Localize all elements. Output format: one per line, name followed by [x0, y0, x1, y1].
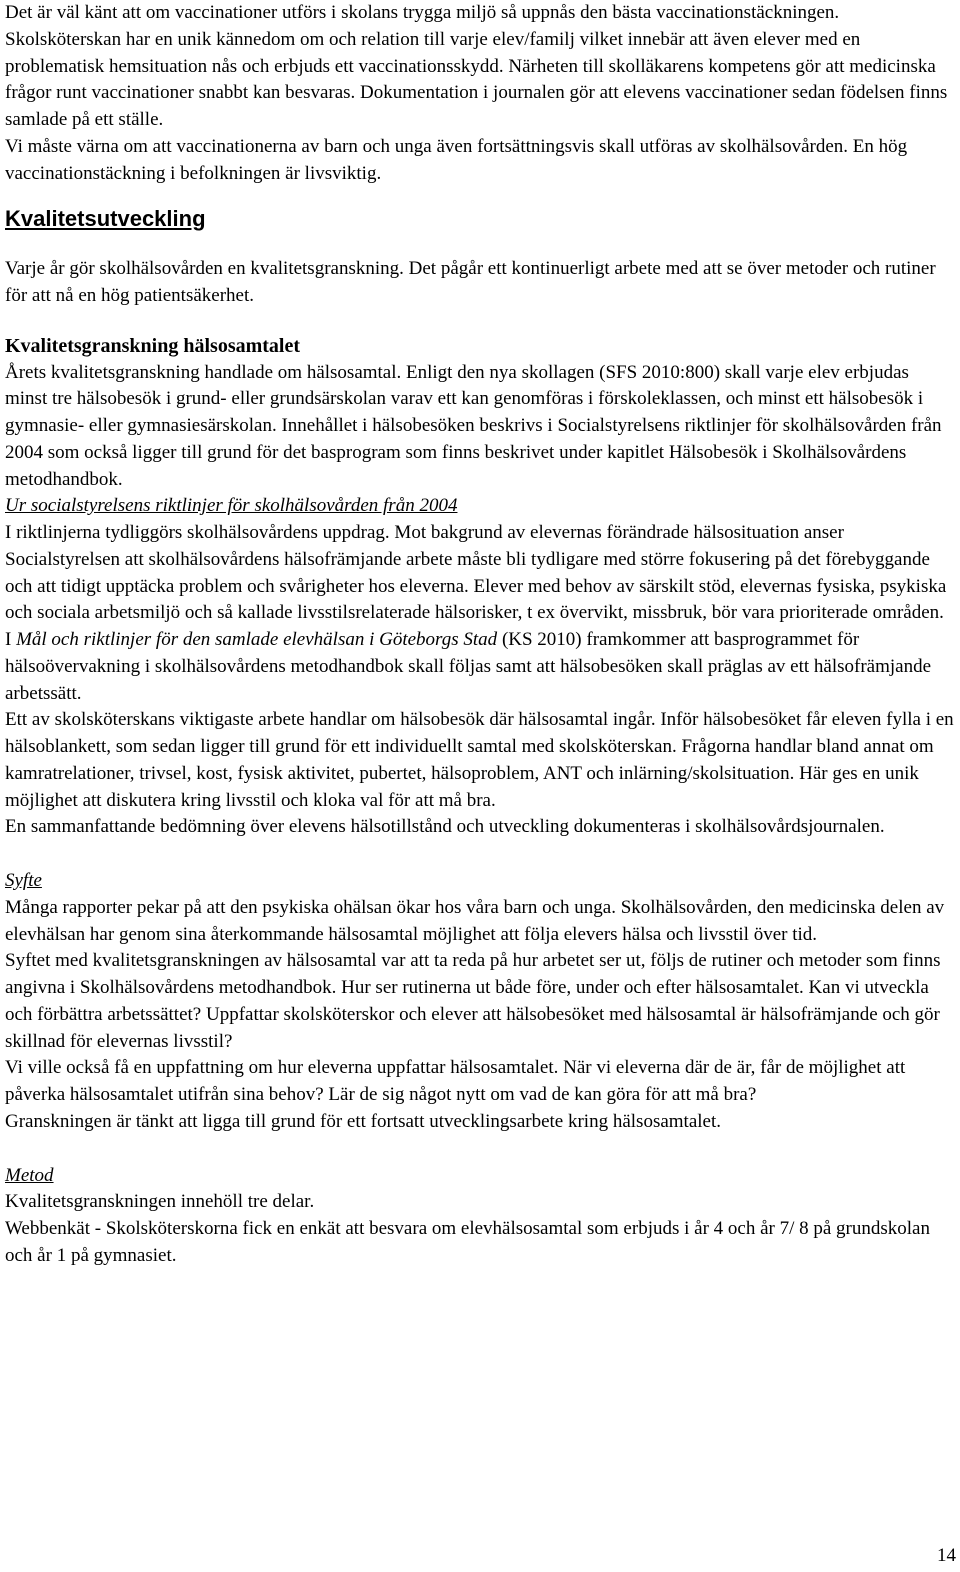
- metod-paragraph-1: Kvalitetsgranskningen innehöll tre delar.: [5, 1191, 315, 1213]
- spacer: [5, 187, 955, 205]
- spacer: [5, 310, 955, 333]
- syfte-paragraph-2: Syftet med kvalitetsgranskningen av hälsosamtal var att ta reda på hur arbetet ser ut, följs de rutiner och metoder som finns angivna i Skolhälsovårdens metodhandbok. Hur ser rutinerna ut både före, under och efter hälsosamtalet. Kan vi utveckla och förbättra arbetssättet? Uppfattar skolsköterskor och elever att hälsobesöket med hälsosamtal är hälsofrämjande och gör skillnad för elevernas livsstil?: [5, 950, 941, 1052]
- syfte-paragraph-1: Många rapporter pekar på att den psykiska ohälsan ökar hos våra barn och unga. Skolhälsovården, den medicinska delen av elevhälsan har genom sina återkommande hälsosamtal möjlighet att följa elevers hälsa och livsstil över tid.: [5, 896, 945, 945]
- section-heading-kvalitetsgranskning: Kvalitetsgranskning hälsosamtalet: [5, 334, 301, 357]
- granskning-paragraph-4: Ett av skolsköterskans viktigaste arbete handlar om hälsobesök där hälsosamtal ingår. Inför hälsobesöket får eleven fylla i en hälsoblankett, som sedan ligger till grund för ett individuellt samtal med skolsköterskan. Frågorna handlar bland annat om kamratrelationer, trivsel, kost, fysisk aktivitet, pubertet, hälsoproblem, ANT och inlärning/skolsituation. Här ges en unik möjlighet att diskutera kring livsstil och kloka val för att må bra.: [5, 709, 954, 811]
- section-heading-syfte: Syfte: [5, 870, 42, 891]
- document-page: [5, 0, 955, 1270]
- kvalitet-paragraph-1: Varje år gör skolhälsovården en kvalitetsgranskning. Det pågår ett kontinuerligt arbete med att se över metoder och rutiner för att nå en hög patientsäkerhet.: [5, 258, 936, 306]
- page-number: 14: [937, 1545, 956, 1566]
- spacer: [5, 233, 955, 256]
- spacer: [5, 841, 955, 868]
- reference-heading-socialstyrelsen: Ur socialstyrelsens riktlinjer för skolhälsovården från 2004: [5, 495, 458, 517]
- spacer: [5, 1136, 955, 1163]
- p3-prefix: I: [5, 629, 17, 650]
- granskning-paragraph-1: Årets kvalitetsgranskning handlade om hälsosamtal. Enligt den nya skollagen (SFS 2010:800) skall varje elev erbjudas minst tre hälsobesök i grund- eller grundsärskolan varav ett kan genomföras i förskoleklassen, och minst ett hälsobesök i gymnasie- eller gymnasiesärskolan. Innehållet i hälsobesöken beskrivs i Socialstyrelsens riktlinjer för skolhälsovården från 2004 som också ligger till grund för det basprogram som finns beskrivet under kapitlet Hälsobesök i Skolhälsovårdens metodhandbok.: [5, 361, 942, 490]
- granskning-paragraph-3: [5, 627, 955, 707]
- section-heading-metod: Metod: [5, 1164, 54, 1186]
- syfte-paragraph-3: Vi ville också få en uppfattning om hur eleverna uppfattar hälsosamtalet. När vi eleverna där de är, får de möjlighet att påverka hälsosamtalet utifrån sina behov? Lär de sig något nytt om vad de kan göra för att må bra?: [5, 1057, 906, 1105]
- p3-suffix: (KS 2010) framkommer att basprogrammet för hälsoövervakning i skolhälsovårdens metodhandbok skall följas samt att hälsobesöken skall präglas av ett hälsofrämjande arbetssätt.: [5, 629, 932, 704]
- vaccination-paragraph-2: Vi måste värna om att vaccinationerna av barn och unga även fortsättningsvis skall utföras av skolhälsovården. En hög vaccinationstäckning i befolkningen är livsviktig.: [5, 135, 908, 184]
- p3-document-title: Mål och riktlinjer för den samlade elevhälsan i Göteborgs Stad: [16, 629, 498, 650]
- metod-paragraph-2: Webbenkät - Skolsköterskorna fick en enkät att besvara om elevhälsosamtal som erbjuds i år 4 och år 7/ 8 på grundskolan och år 1 på gymnasiet.: [5, 1218, 930, 1266]
- granskning-paragraph-2: I riktlinjerna tydliggörs skolhälsovårdens uppdrag. Mot bakgrund av elevernas förändrade hälsosituation anser Socialstyrelsen att skolhälsovårdens hälsofrämjande arbete måste bli tydligare med större fokusering på det förebyggande och att tidigt upptäcka problem och svårigheter hos eleverna. Elever med behov av särskilt stöd, elevernas fysiska, psykiska och sociala arbetsmiljö och så kallade livsstilsrelaterade hälsorisker, t ex övervikt, missbruk, bör vara prioriterade områden.: [5, 522, 947, 624]
- granskning-paragraph-5: En sammanfattande bedömning över elevens hälsotillstånd och utveckling dokumenteras i skolhälsovårdsjournalen.: [5, 816, 885, 838]
- syfte-paragraph-4: Granskningen är tänkt att ligga till grund för ett fortsatt utvecklingsarbete kring hälsosamtalet.: [5, 1110, 721, 1132]
- section-heading-kvalitetsutveckling: Kvalitetsutveckling: [5, 206, 206, 232]
- vaccination-paragraph-1: Det är väl känt att om vaccinationer utförs i skolans trygga miljö så uppnås den bästa vaccinationstäckningen. Skolsköterskan har en unik kännedom om och relation till varje elev/familj vilket innebär att även elever med en problematisk hemsituation nås och erbjuds ett vaccinationsskydd. Närheten till skolläkarens kompetens gör att medicinska frågor runt vaccinationer snabbt kan besvaras. Dokumentation i journalen gör att elevens vaccinationer sedan födelsen finns samlade på ett ställe.: [5, 2, 948, 130]
